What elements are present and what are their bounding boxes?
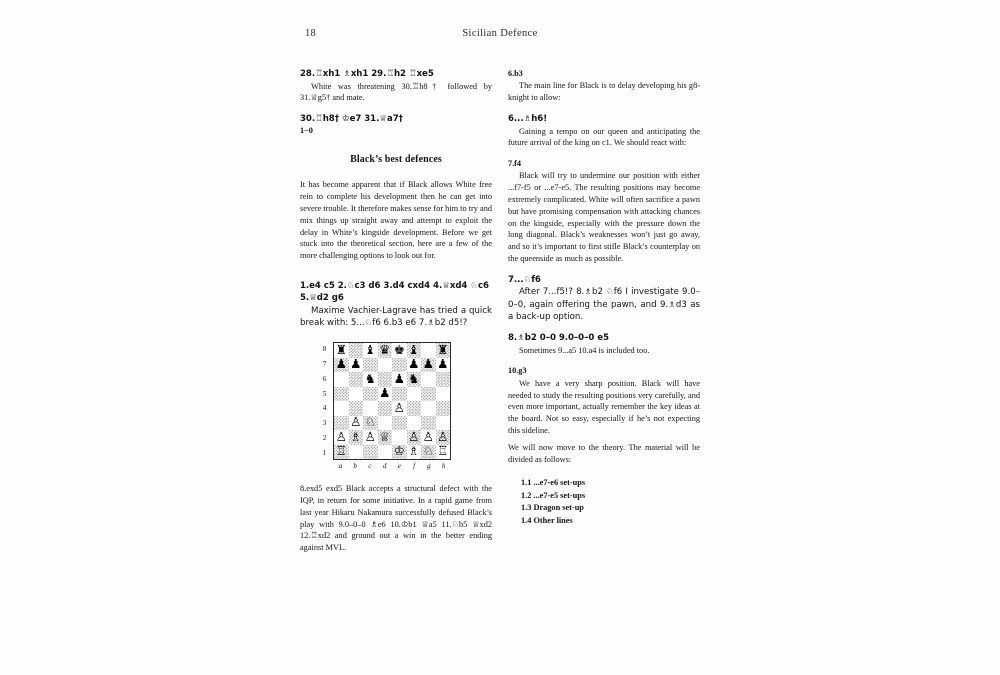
square-a5: [334, 387, 349, 402]
square-c6: [363, 372, 378, 387]
move-line-6bh6: 6...♗h6!: [508, 113, 548, 124]
contents-item-4: 1.4 Other lines: [521, 516, 573, 526]
square-d5: [378, 387, 393, 402]
chess-diagram-wrapper: [300, 342, 492, 472]
rank-labels: [318, 342, 331, 460]
piece-e8: ♚: [393, 341, 405, 357]
square-g7: [421, 358, 436, 373]
paragraph-threat: White was threatening 30.♖h8† followed by 31.♕g5† and mate.: [300, 81, 492, 103]
running-head: [300, 28, 700, 54]
rank-label-2: 2: [322, 433, 327, 442]
right-column: [508, 68, 700, 554]
square-f5: [407, 387, 422, 402]
piece-h2: ♙: [437, 428, 449, 444]
file-label-f: f: [413, 462, 416, 471]
piece-g1: ♘: [422, 443, 434, 459]
paragraph-mvl: Maxime Vachier-Lagrave has tried a quick break with: 5...♘f6 6.b3 e6 7.♗b2 d5!?: [300, 305, 492, 329]
rank-label-4: 4: [322, 404, 327, 413]
piece-a1: ♖: [335, 443, 347, 459]
piece-b2: ♗: [350, 428, 362, 444]
square-a6: [334, 372, 349, 387]
contents-item-1: 1.1 ...e7-e6 set-ups: [521, 477, 586, 487]
square-f6: [407, 372, 422, 387]
file-labels: [333, 461, 451, 471]
file-label-h: h: [441, 462, 446, 471]
move-line-7nf6: 7...♘f6: [508, 274, 541, 285]
square-h1: [436, 445, 451, 460]
square-e1: [392, 445, 407, 460]
rank-label-6: 6: [322, 374, 327, 383]
square-f4: [407, 401, 422, 416]
square-c2: [363, 430, 378, 445]
piece-h8: ♜: [437, 341, 449, 357]
running-title: Sicilian Defence: [462, 28, 538, 39]
contents-item-3: 1.3 Dragon set-up: [521, 503, 584, 513]
piece-d5: ♟: [379, 385, 391, 401]
piece-h1: ♖: [437, 443, 449, 459]
spacer-2: [508, 437, 700, 442]
piece-f6: ♞: [408, 370, 420, 386]
square-h6: [436, 372, 451, 387]
paragraph-tempo: Gaining a tempo on our queen and anticipating the future arrival of the king on c1. We should react with:: [508, 126, 700, 148]
piece-c6: ♞: [364, 370, 376, 386]
piece-b3: ♙: [350, 414, 362, 430]
piece-b7: ♟: [350, 356, 362, 372]
rank-label-8: 8: [322, 345, 327, 354]
square-b1: [349, 445, 364, 460]
square-g4: [421, 401, 436, 416]
text-columns: [300, 68, 700, 554]
piece-f7: ♟: [408, 356, 420, 372]
file-label-e: e: [397, 462, 401, 471]
paragraph-theory: We will now move to the theory. The material will be divided as follows:: [508, 443, 700, 464]
square-h5: [436, 387, 451, 402]
chapter-contents-list: [508, 477, 700, 528]
file-label-c: c: [368, 462, 372, 471]
square-e8: [392, 343, 407, 358]
square-b6: [349, 372, 364, 387]
chess-diagram: [318, 342, 474, 472]
square-a1: [334, 445, 349, 460]
square-b2: [349, 430, 364, 445]
square-a7: [334, 358, 349, 373]
piece-a8: ♜: [335, 341, 347, 357]
piece-e4: ♙: [393, 399, 405, 415]
move-line-7f4: 7.f4: [508, 159, 521, 169]
piece-f2: ♙: [408, 428, 420, 444]
rank-label-1: 1: [322, 448, 327, 457]
piece-d8: ♛: [379, 341, 391, 357]
section-heading: Black’s best defences: [350, 154, 442, 166]
square-a4: [334, 401, 349, 416]
move-line-main: 1.e4 c5 2.♘c3 d6 3.d4 cxd4 4.♕xd4 ♘c6 5.♕d2 g6: [300, 280, 489, 304]
square-e6: [392, 372, 407, 387]
rank-label-3: 3: [322, 419, 327, 428]
move-line-8bb2: 8.♗b2 0–0 9.0–0–0 e5: [508, 332, 609, 343]
piece-e1: ♔: [393, 443, 405, 459]
piece-f8: ♝: [408, 341, 420, 357]
square-b7: [349, 358, 364, 373]
piece-d2: ♕: [379, 428, 391, 444]
square-d4: [378, 401, 393, 416]
paragraph-sometimes: Sometimes 9...a5 10.a4 is included too.: [519, 345, 650, 355]
square-h7: [436, 358, 451, 373]
page-number: 18: [305, 28, 316, 39]
piece-e6: ♟: [393, 370, 405, 386]
contents-item-2: 1.2 ...e7-e5 set-ups: [521, 490, 586, 500]
file-label-d: d: [382, 462, 387, 471]
square-e3: [392, 416, 407, 431]
piece-g7: ♟: [422, 356, 434, 372]
square-g5: [421, 387, 436, 402]
paragraph-mainline: The main line for Black is to delay developing his g8-knight to allow:: [508, 81, 700, 103]
square-c1: [363, 445, 378, 460]
piece-h7: ♟: [437, 356, 449, 372]
square-b5: [349, 387, 364, 402]
paragraph-sharp: We have a very sharp position. Black will have needed to study the resulting positions very carefully, and even more important, actually remember the key ideas at the board. Not so easy, especially if he’s not expecting this sideline.: [508, 378, 700, 435]
square-f1: [407, 445, 422, 460]
paragraph-intro: It has become apparent that if Black allows White free rein to complete his development then he can get into severe trouble. It therefore makes sense for him to try and mix things up straight away and attempt to exploit the delay in White’s kingside development. Before we get stuck into the theoretical section, here are a few of the more challenging options to look out for.: [300, 180, 492, 261]
rank-label-7: 7: [322, 360, 327, 369]
move-line-10g3: 10.g3: [508, 366, 527, 376]
piece-g2: ♙: [422, 428, 434, 444]
square-g1: [421, 445, 436, 460]
piece-c8: ♝: [364, 341, 376, 357]
square-d7: [378, 358, 393, 373]
square-d2: [378, 430, 393, 445]
rank-label-5: 5: [322, 389, 327, 398]
square-d8: [378, 343, 393, 358]
square-c8: [363, 343, 378, 358]
page-sheet: [300, 28, 700, 628]
move-line-28: 28.♖xh1 ♗xh1 29.♖h2 ♖xe5: [300, 69, 434, 79]
square-h4: [436, 401, 451, 416]
piece-c2: ♙: [364, 428, 376, 444]
square-d1: [378, 445, 393, 460]
square-g6: [421, 372, 436, 387]
paragraph-after-f5: After 7...f5!? 8.♗b2 ♘f6 I investigate 9.0–0–0, again offering the pawn, and 9.♗d3 as a back-up option.: [508, 287, 700, 322]
left-column: [300, 68, 492, 554]
move-line-30: 30.♖h8† ♔e7 31.♕a7†: [300, 114, 403, 125]
square-e4: [392, 401, 407, 416]
file-label-b: b: [353, 462, 357, 471]
move-line-6b3: 6.b3: [508, 69, 523, 78]
piece-a2: ♙: [335, 428, 347, 444]
spacer: [300, 262, 492, 271]
file-label-g: g: [427, 462, 431, 471]
piece-f1: ♗: [408, 443, 420, 459]
paragraph-undermine: Black will try to undermine our position with either ...f7-f5 or ...e7-e5. The resulting positions may become extremely complicated. White will often sacrifice a pawn but have promising compensation with attacking chances on the kingside, especially with the pressure down the long diagonal. Black’s weaknesses won’t just go away, and so it’s important to first stifle Black’s counterplay on the queenside as much as possible.: [508, 171, 700, 263]
file-label-a: a: [338, 462, 343, 471]
square-c5: [363, 387, 378, 402]
piece-c3: ♘: [364, 414, 376, 430]
chess-board: [333, 342, 451, 460]
paragraph-exd5: 8.exd5 exd5 Black accepts a structural defect with the IQP, in return for some initiative. In a rapid game from last year Hikaru Nakamura successfully defused Black’s play with 9.0–0–0 ♗e6 10.♔b1 ♕a5 11.♘b5 ♕xd2 12.♖xd2 and ground out a win in the better ending against MVL.: [300, 484, 492, 553]
piece-a7: ♟: [335, 356, 347, 372]
game-result: 1–0: [300, 126, 314, 136]
